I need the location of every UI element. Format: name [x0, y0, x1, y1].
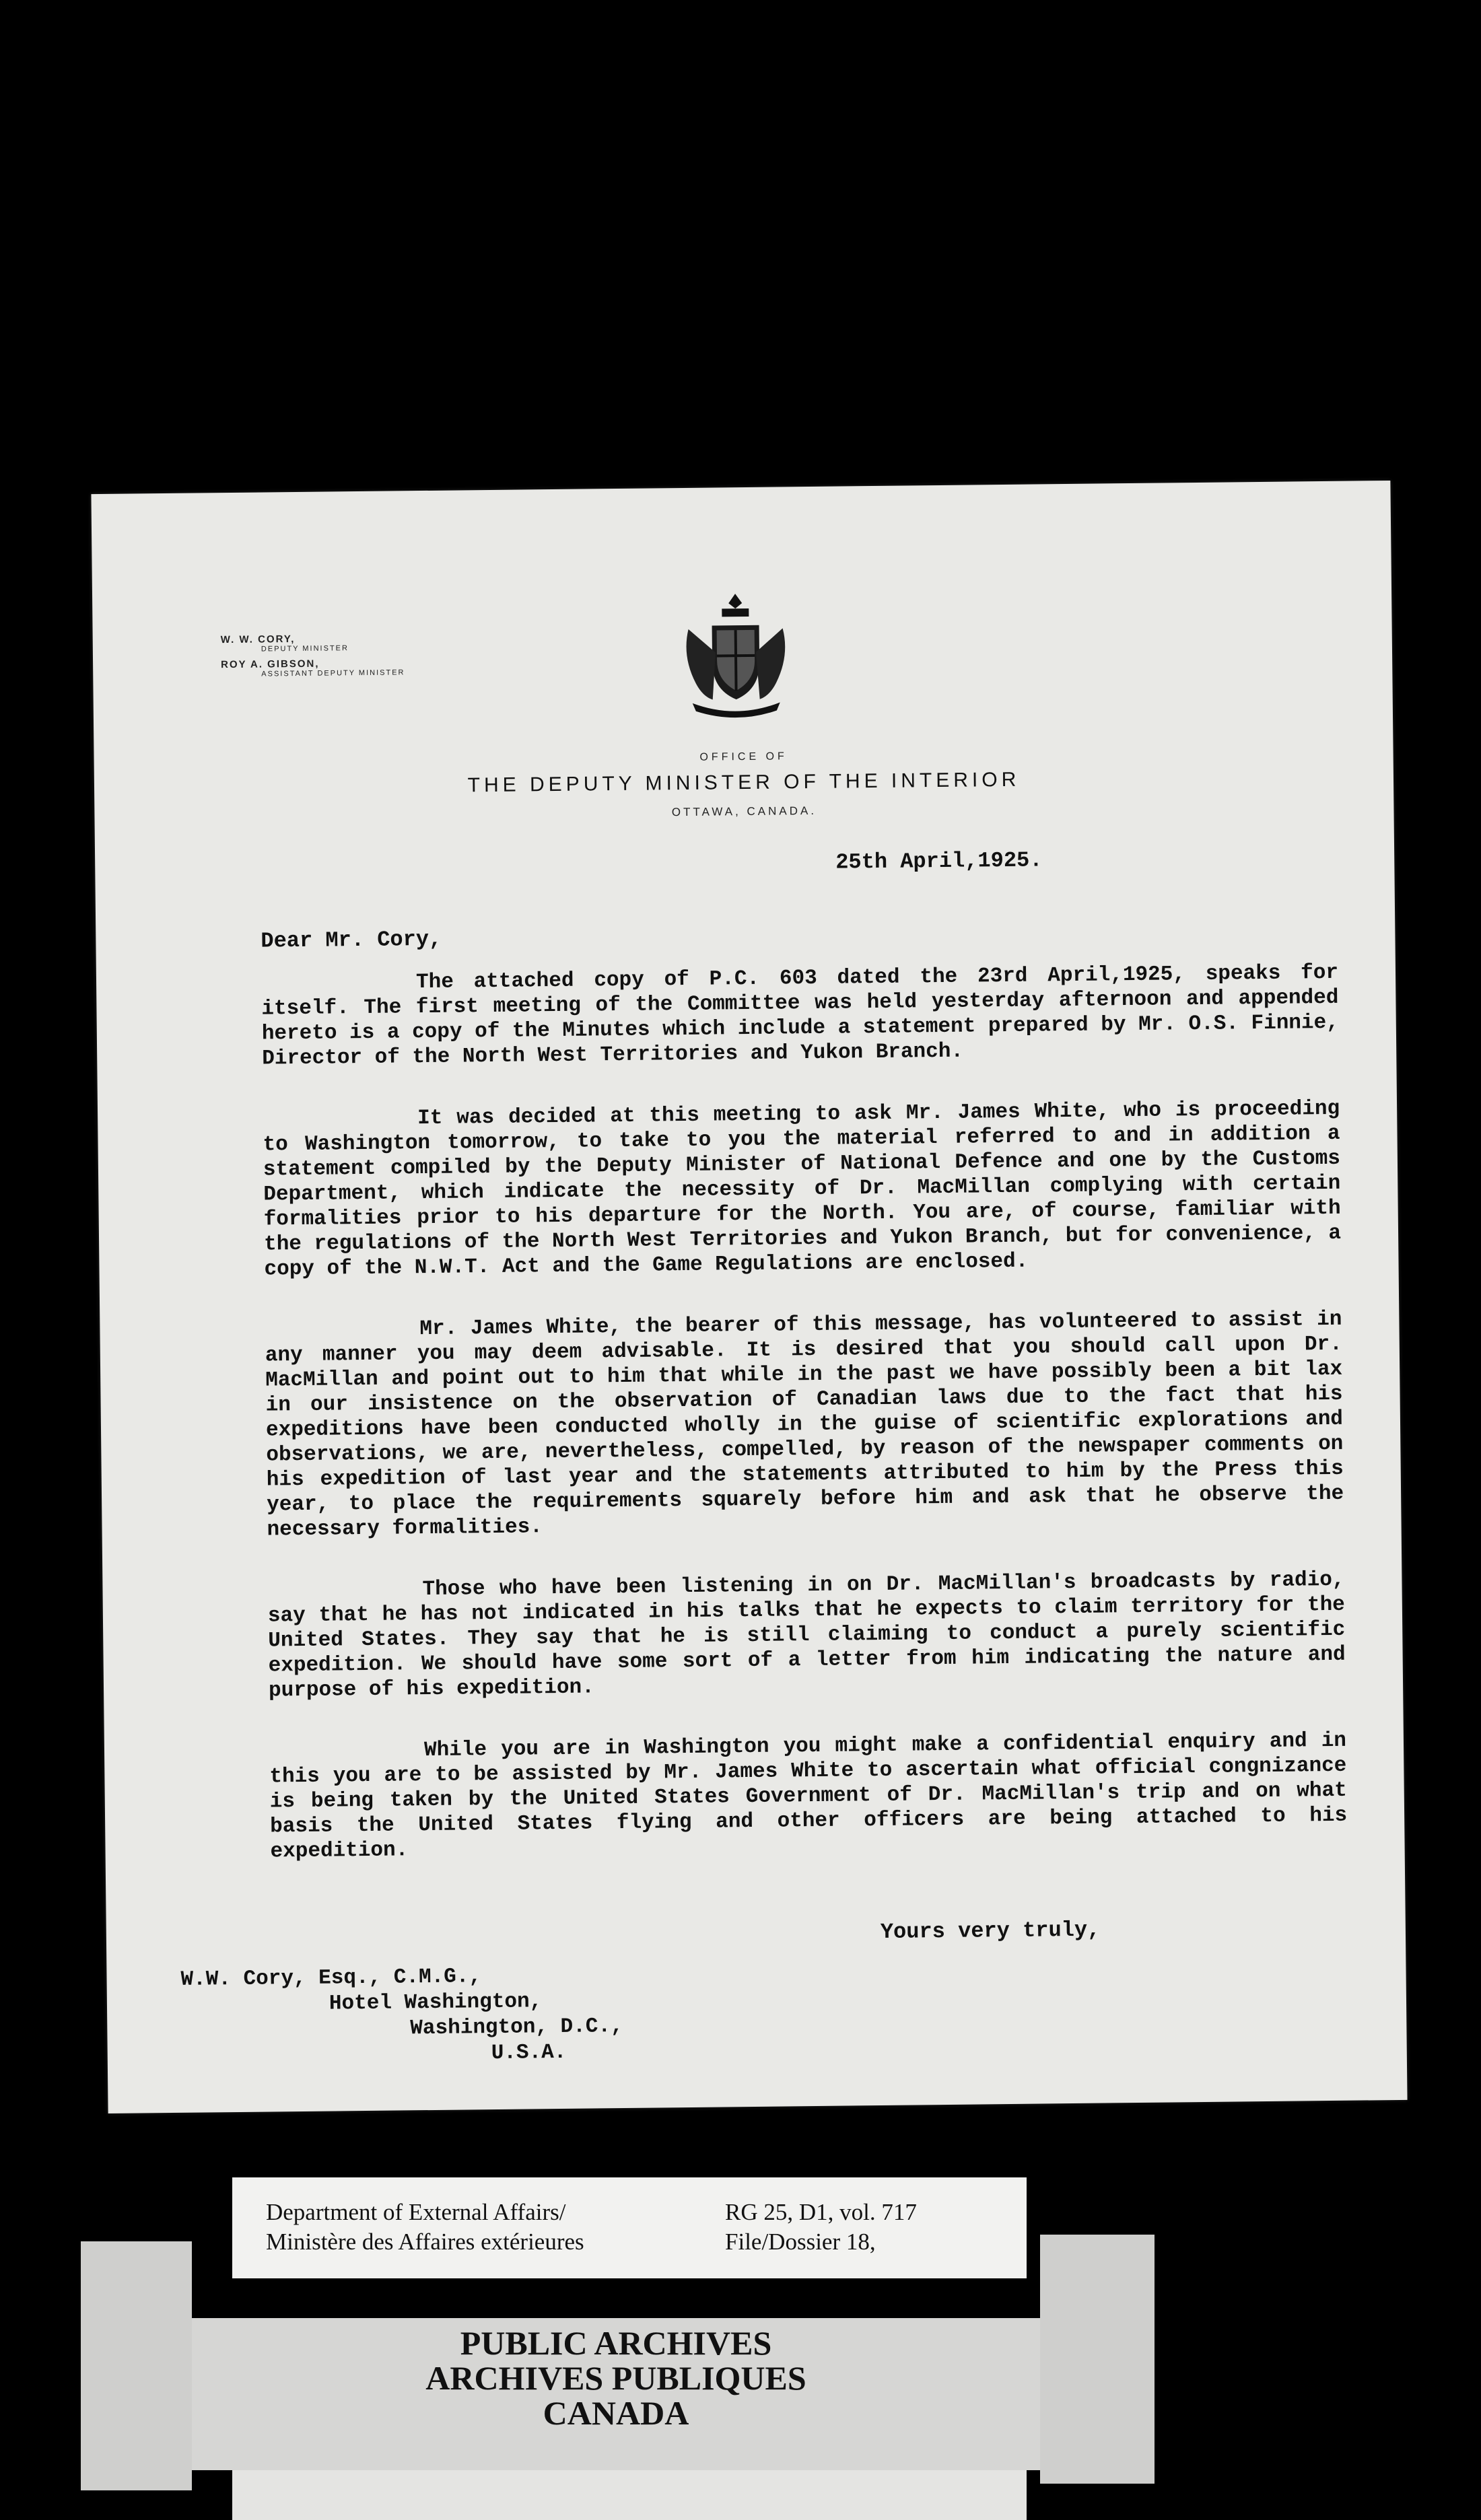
deputy-minister-name: W. W. CORY,	[220, 633, 296, 646]
letterhead-officials	[221, 632, 405, 684]
paragraph-4: Those who have been listening in on Dr. MacMillan's broadcasts by radio, say that he has not indicated in his talks that he expects to claim territory for the United States. They say that he is still claiming to conduct a purely scientific expedition. We should have some sort of a letter from him indicating the nature and purpose of his expedition.	[267, 1568, 1346, 1703]
stamp-line-3: CANADA	[543, 2394, 689, 2432]
record-group: RG 25, D1, vol. 717	[725, 2199, 917, 2225]
letter-body	[261, 960, 1348, 1901]
assistant-deputy-name: ROY A. GIBSON,	[221, 658, 320, 671]
paragraph-3: Mr. James White, the bearer of this message, has volunteered to assist in any manner you may deem advisable. It is desired that you should call upon Dr. MacMillan and point out to him that while in the past we have possibly been a bit lax in our insistence on the observation of Canadian laws due to the fact that his expeditions have been conducted wholly in the guise of scientific explorations and observations, we are, nevertheless, compelled, by reason of the newspaper comments on his expedition of last year and the statements attributed to him by the Press this year, to place the requirements squarely before him and ask that he observe the necessary formalities.	[265, 1307, 1344, 1542]
archives-stamp	[192, 2325, 1040, 2430]
archives-stamp-base	[232, 2470, 1027, 2520]
address-line: Washington, D.C.,	[410, 2015, 623, 2041]
department-en: Department of External Affairs/	[266, 2199, 566, 2225]
stamp-line-1: PUBLIC ARCHIVES	[460, 2324, 772, 2362]
archive-reference-label	[232, 2177, 1027, 2278]
office-of-label: OFFICE OF	[699, 750, 788, 763]
paragraph-5: While you are in Washington you might make a confidential enquiry and in this you are to be assisted by Mr. James White to ascertain what official congnizance is being taken by the United States Government of Dr. MacMillan's trip and on what basis the United States flying and other officers are being attached to his expedition.	[269, 1728, 1348, 1864]
stamp-line-2: ARCHIVES PUBLIQUES	[425, 2359, 806, 2397]
coat-of-arms-icon	[675, 588, 797, 724]
department-fr: Ministère des Affaires extérieures	[266, 2229, 584, 2255]
letter-date: 25th April,1925.	[835, 847, 1043, 875]
mount-tab-left	[81, 2241, 192, 2490]
department-title: THE DEPUTY MINISTER OF THE INTERIOR	[467, 768, 1021, 797]
file-number: File/Dossier 18,	[725, 2229, 876, 2255]
assistant-deputy-title: ASSISTANT DEPUTY MINISTER	[261, 668, 405, 678]
salutation: Dear Mr. Cory,	[261, 926, 442, 954]
file-reference	[725, 2198, 917, 2257]
location-label: OTTAWA, CANADA.	[671, 804, 817, 819]
recipient-address	[180, 1963, 623, 2070]
address-line: W.W. Cory, Esq., C.M.G.,	[180, 1965, 482, 1992]
address-line: U.S.A.	[491, 2040, 567, 2066]
mount-tab-right	[1040, 2235, 1155, 2484]
address-line: Hotel Washington,	[329, 1990, 543, 2016]
deputy-minister-title: DEPUTY MINISTER	[261, 644, 349, 654]
department-label	[266, 2198, 584, 2257]
closing: Yours very truly,	[880, 1917, 1101, 1945]
paragraph-2: It was decided at this meeting to ask Mr. James White, who is proceeding to Washington tomorrow, to take to you the material referred to and in addition a statement compiled by the Deputy Minister of National Defence and one by the Customs Department, which indicate the necessity of Dr. MacMillan complying with certain formalities prior to his departure for the North. You are, of course, familiar with the regulations of the North West Territories and Yukon Branch, but for convenience, a copy of the N.W.T. Act and the Game Regulations are enclosed.	[263, 1096, 1342, 1282]
letter-page	[91, 481, 1407, 2113]
paragraph-1: The attached copy of P.C. 603 dated the 23rd April,1925, speaks for itself. The first meeting of the Committee was held yesterday afternoon and appended hereto is a copy of the Minutes which include a statement prepared by Mr. O.S. Finnie, Director of the North West Territories and Yukon Branch.	[261, 960, 1339, 1071]
